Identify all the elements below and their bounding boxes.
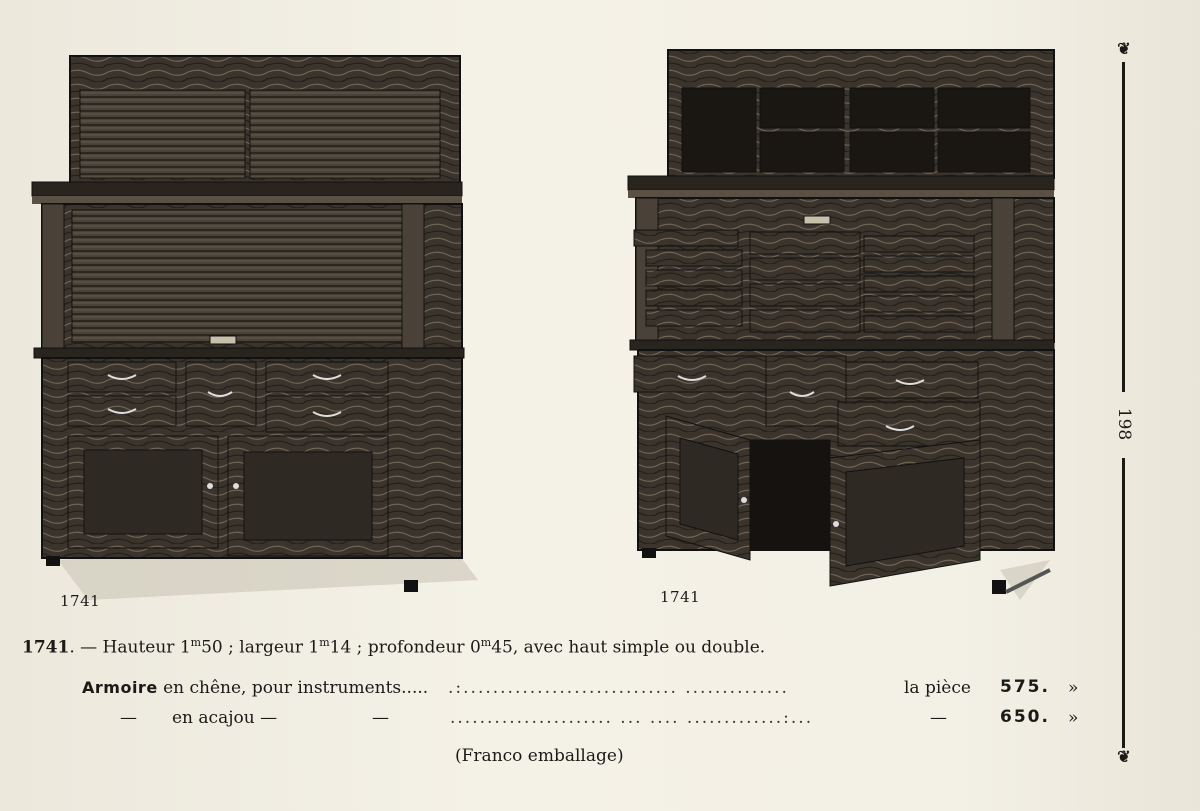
- price-mark-1: »: [1068, 678, 1079, 698]
- rule-bottom: [1122, 458, 1125, 748]
- product-desc-oak: en chêne, pour instruments.....: [157, 678, 429, 698]
- height-label: Hauteur 1: [102, 637, 191, 658]
- figure-number-right: 1741: [660, 588, 701, 606]
- depth-label: profondeur 0: [367, 637, 481, 658]
- width-label: largeur 1: [239, 637, 320, 658]
- ditto-dash-3: —: [930, 708, 947, 728]
- price-mark-2: »: [1068, 708, 1079, 728]
- ditto-dash-1: —: [120, 708, 137, 728]
- width-unit: m: [319, 636, 330, 649]
- product-keyword: Armoire: [82, 678, 158, 697]
- height-value: 50 ;: [201, 637, 234, 658]
- ornament-top-icon: ❦: [1117, 39, 1131, 58]
- margin-rule: [1114, 40, 1134, 770]
- item-description: [22, 636, 765, 658]
- leader-dots-1: .:............................. ..............: [448, 678, 789, 698]
- cabinet-closed-illustration: [28, 40, 478, 610]
- height-unit: m: [190, 636, 202, 649]
- separator: . —: [69, 637, 98, 658]
- price-oak: 575.: [1000, 677, 1050, 697]
- depth-value: 45, avec haut simple ou double.: [491, 637, 766, 658]
- ornament-bottom-icon: ❦: [1117, 747, 1131, 766]
- page-number: 198: [1114, 407, 1134, 441]
- figure-number-left: 1741: [60, 592, 101, 610]
- product-desc-mahogany: en acajou —: [172, 708, 278, 728]
- item-number: 1741: [22, 637, 70, 658]
- unit-label: la pièce: [904, 678, 971, 698]
- price-row-1-label: [82, 678, 428, 698]
- leader-dots-2: ...................... ... .... .............:...: [450, 708, 814, 728]
- price-mahogany: 650.: [1000, 707, 1050, 727]
- rule-top: [1122, 62, 1125, 392]
- width-value: 14 ;: [329, 637, 363, 658]
- footer-note: (Franco emballage): [455, 746, 624, 766]
- ditto-dash-2: —: [372, 708, 389, 728]
- cabinet-open-illustration: [620, 40, 1070, 605]
- depth-unit: m: [480, 636, 492, 649]
